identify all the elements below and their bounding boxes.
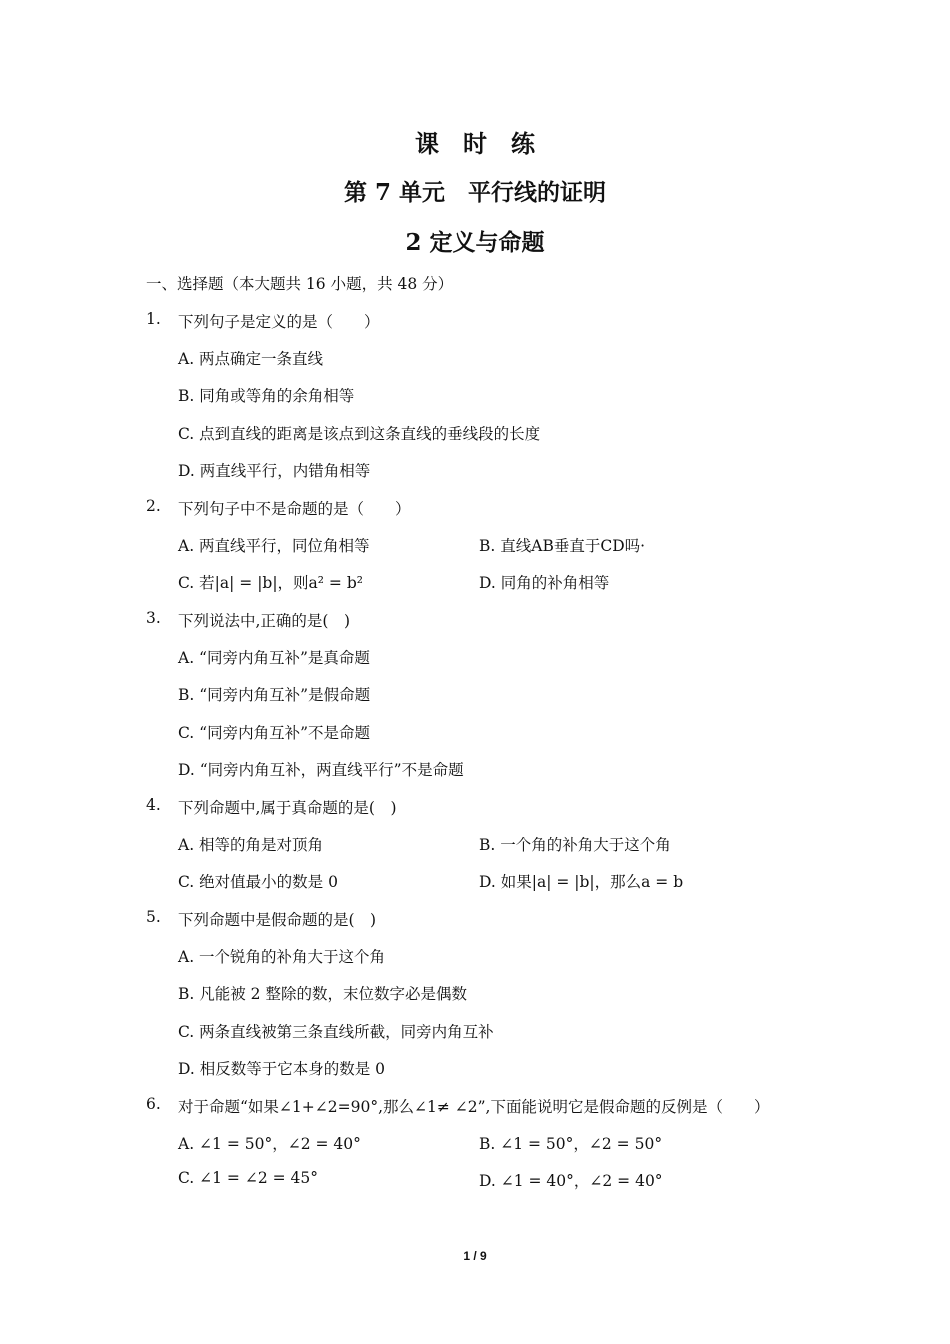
page-number: 1 / 9	[463, 1249, 487, 1263]
page-title: 课时练	[415, 129, 559, 158]
option-b: B. 直线AB垂直于CD吗·	[479, 537, 646, 555]
question-number: 5.	[146, 908, 161, 926]
question-number: 6.	[146, 1095, 161, 1113]
option-d: D. 两直线平行，内错角相等	[178, 462, 371, 480]
option-a: A. 相等的角是对顶角	[178, 836, 324, 854]
question-text: 下列命题中,属于真命题的是( )	[178, 799, 397, 817]
option-d: D. 相反数等于它本身的数是 0	[178, 1060, 386, 1078]
option-a: A. 一个锐角的补角大于这个角	[178, 948, 386, 966]
option-a: A. 两直线平行，同位角相等	[178, 537, 370, 555]
question-number: 4.	[146, 796, 161, 814]
section-heading: 一、选择题（本大题共 16 小题，共 48 分）	[146, 275, 454, 293]
option-c: C. 点到直线的距离是该点到这条直线的垂线段的长度	[178, 425, 541, 443]
question-text: 对于命题“如果∠1+∠2=90°,那么∠1≠ ∠2”,下面能说明它是假命题的反例是（ ）	[178, 1098, 770, 1116]
question-text: 下列句子是定义的是（ ）	[178, 313, 380, 331]
lesson-title: 2 定义与命题	[405, 229, 545, 256]
option-c: C. 若|a| = |b|，则a² = b²	[178, 574, 363, 592]
option-d: D. 同角的补角相等	[479, 574, 610, 592]
option-b: B. 同角或等角的余角相等	[178, 387, 355, 405]
option-c: C. 两条直线被第三条直线所截，同旁内角互补	[178, 1023, 494, 1041]
option-d: D. ∠1 = 40°，∠2 = 40°	[479, 1172, 663, 1190]
question-text: 下列说法中,正确的是( )	[178, 612, 351, 630]
option-b: B. “同旁内角互补”是假命题	[178, 686, 371, 704]
option-b: B. 凡能被 2 整除的数，末位数字必是偶数	[178, 985, 467, 1003]
option-a: A. ∠1 = 50°，∠2 = 40°	[178, 1135, 361, 1153]
option-a: A. “同旁内角互补”是真命题	[178, 649, 370, 667]
question-number: 2.	[146, 497, 161, 515]
option-c: C. ∠1 = ∠2 = 45°	[178, 1169, 319, 1187]
option-d: D. “同旁内角互补，两直线平行”不是命题	[178, 761, 464, 779]
option-a: A. 两点确定一条直线	[178, 350, 324, 368]
option-c: C. 绝对值最小的数是 0	[178, 873, 338, 891]
option-c: C. “同旁内角互补”不是命题	[178, 724, 371, 742]
option-b: B. 一个角的补角大于这个角	[479, 836, 671, 854]
question-text: 下列命题中是假命题的是( )	[178, 911, 377, 929]
question-number: 3.	[146, 609, 161, 627]
option-d: D. 如果|a| = |b|，那么a = b	[479, 873, 684, 891]
question-number: 1.	[146, 310, 161, 328]
option-b: B. ∠1 = 50°，∠2 = 50°	[479, 1135, 663, 1153]
question-text: 下列句子中不是命题的是（ ）	[178, 500, 411, 518]
unit-title: 第 7 单元 平行线的证明	[343, 179, 607, 206]
